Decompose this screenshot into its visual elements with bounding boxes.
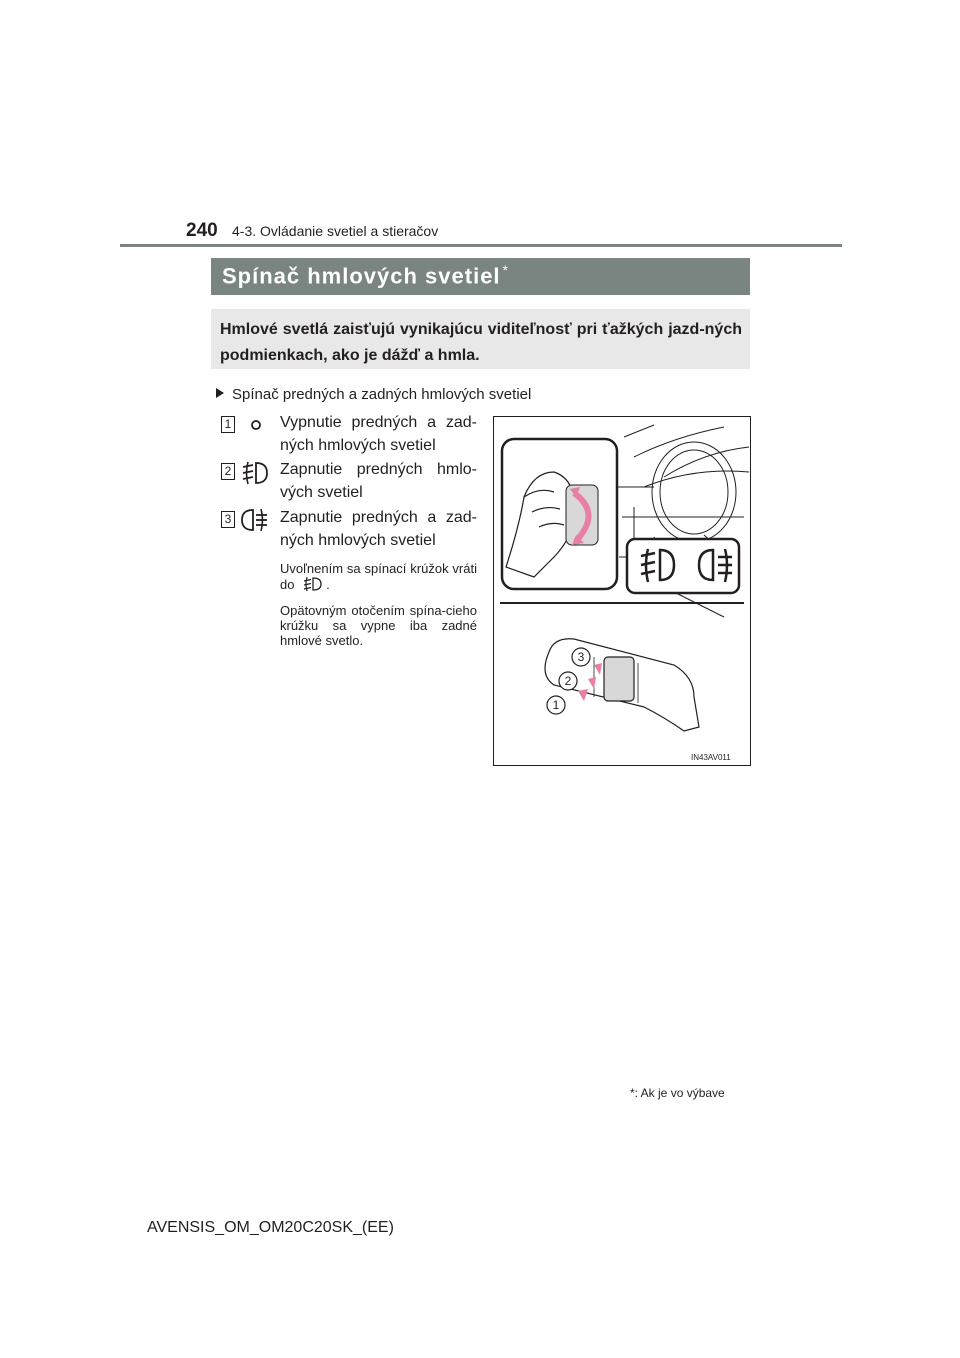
item-number-3: 3 xyxy=(221,511,235,528)
page-title xyxy=(222,262,509,289)
bullet-text: Spínač predných a zadných hmlových svetiel xyxy=(232,386,532,403)
release-note-text: Uvoľnením sa spínací krúžok vráti do xyxy=(280,561,477,592)
illustration-frame xyxy=(493,416,751,766)
bullet-arrow-icon xyxy=(216,388,224,398)
intro-text: Hmlové svetlá zaisťujú vynikajúcu viditeľnosť pri ťažkých jazd-ných podmienkach, ako je dážď a hmla. xyxy=(220,321,742,364)
rear-fog-icon xyxy=(241,507,269,533)
item-text-3: Zapnutie predných a zad-ných hmlových svetiel xyxy=(280,509,477,549)
item-number-2: 2 xyxy=(221,463,235,480)
release-note-period: . xyxy=(326,577,330,592)
header-rule xyxy=(120,244,842,247)
title-text: Spínač hmlových svetiel xyxy=(222,263,501,289)
footer-code: AVENSIS_OM_OM20C20SK_(EE) xyxy=(147,1219,394,1236)
item-number-1: 1 xyxy=(221,416,235,433)
footnote-text: : Ak je vo výbave xyxy=(634,1086,725,1100)
section-header: 4-3. Ovládanie svetiel a stieračov xyxy=(232,223,439,239)
item-text-1: Vypnutie predných a zad-ných hmlových svetiel xyxy=(280,414,477,454)
optional-marker: * xyxy=(502,262,509,278)
callout-3: 3 xyxy=(577,650,585,664)
page-number: 240 xyxy=(186,220,218,241)
bullet-item xyxy=(216,386,531,403)
footnote xyxy=(630,1086,725,1100)
fog-switch-illustration xyxy=(494,417,750,765)
off-ring-icon xyxy=(249,418,263,432)
figure-code: IN43AV011 xyxy=(691,753,731,762)
callout-2: 2 xyxy=(564,674,572,688)
item-text-2: Zapnutie predných hmlo-vých svetiel xyxy=(280,461,477,501)
callout-1: 1 xyxy=(552,698,560,712)
release-note xyxy=(280,561,477,592)
front-fog-icon xyxy=(241,460,269,486)
front-fog-icon-small xyxy=(302,576,322,592)
repeat-note: Opätovným otočením spína-cieho krúžku sa vypne iba zadné hmlové svetlo. xyxy=(280,603,477,648)
footnote-marker: * xyxy=(630,1086,635,1100)
